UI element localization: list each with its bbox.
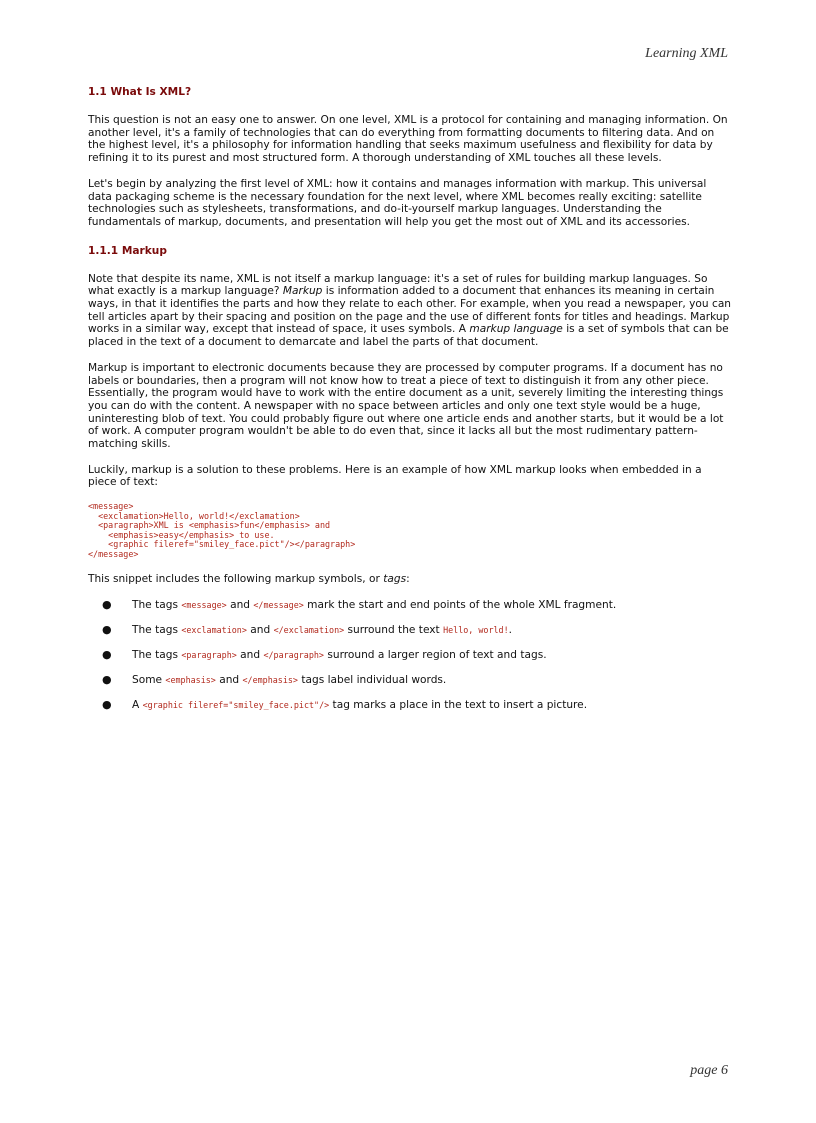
subsection-heading: 1.1.1 Markup [88, 244, 167, 257]
list-item: ● A <graphic fileref="smiley_face.pict"/> tag marks a place in the text to insert a picture. [102, 697, 588, 711]
paragraph: Luckily, markup is a solution to these problems. Here is an example of how XML markup looks when embedded in a piece of text: [88, 463, 702, 489]
bullet-icon: ● [102, 622, 112, 636]
running-head: Learning XML [645, 46, 728, 61]
page-number: page 6 [690, 1063, 728, 1078]
paragraph: This question is not an easy one to answer. On one level, XML is a protocol for containing and managing information. On another level, it's a family of technologies that can do everything from formatting documents to filtering data. And on the highest level, it's a philosophy for information handling that seeks maximum usefulness and flexibility for data by refining it to its purest and most structured form. A thorough understanding of XML touches all these levels. [88, 114, 728, 165]
paragraph: Let's begin by analyzing the first level of XML: how it contains and manages information with markup. This universal data packaging scheme is the necessary foundation for the next level, where XML becomes really exciting: satellite technologies such as stylesheets, transformations, and do-it-yourself markup languages. Understanding the fundamentals of markup, documents, and presentation will help you get the most out of XML and its accessories. [88, 177, 707, 228]
paragraph: Markup is important to electronic documents because they are processed by computer programs. If a document has no labels or boundaries, then a program will not know how to treat a piece of text to distinguish it from any other piece. Essentially, the program would have to work with the entire document as a unit, severely limiting the interesting things you can do with the content. A newspaper with no space between articles and only one text style would be a huge, uninteresting blob of text. You could probably figure out where one article ends and another starts, but it would be a lot of work. A computer program wouldn't be able to do even that, since it lacks all but the most rudimentary pattern-matching skills. [88, 361, 724, 451]
bullet-icon: ● [102, 647, 112, 661]
list-item: ● Some <emphasis> and </emphasis> tags label individual words. [102, 672, 447, 686]
list-item: ● The tags <message> and </message> mark the start and end points of the whole XML fragment. [102, 597, 617, 611]
page-body [88, 82, 733, 724]
bullet-icon: ● [102, 672, 112, 686]
bullet-icon: ● [102, 697, 112, 711]
tag-list [88, 599, 733, 712]
section-heading: 1.1 What Is XML? [88, 86, 192, 98]
list-item: ● The tags <paragraph> and </paragraph> surround a larger region of text and tags. [102, 647, 547, 661]
paragraph: This snippet includes the following markup symbols, or tags: [88, 573, 410, 586]
list-item: ● The tags <exclamation> and </exclamation> surround the text Hello, world!. [102, 622, 513, 636]
bullet-icon: ● [102, 597, 112, 611]
code-example: <message> <exclamation>Hello, world!</exclamation> <paragraph>XML is <emphasis>fun</emphasis> and <emphasis>easy</emphasis> to use. <graphic fileref="smiley_face.pict"/></paragraph> </message> [88, 501, 356, 559]
paragraph: Note that despite its name, XML is not itself a markup language: it's a set of rules for building markup languages. So what exactly is a markup language? Markup is information added to a document that enhances its meaning in certain ways, in that it identifies the parts and how they relate to each other. For example, when you read a newspaper, you can tell articles apart by their spacing and position on the page and the use of different fonts for titles and headings. Markup works in a similar way, except that instead of space, it uses symbols. A markup language is a set of symbols that can be placed in the text of a document to demarcate and label the parts of that document. [88, 272, 732, 349]
